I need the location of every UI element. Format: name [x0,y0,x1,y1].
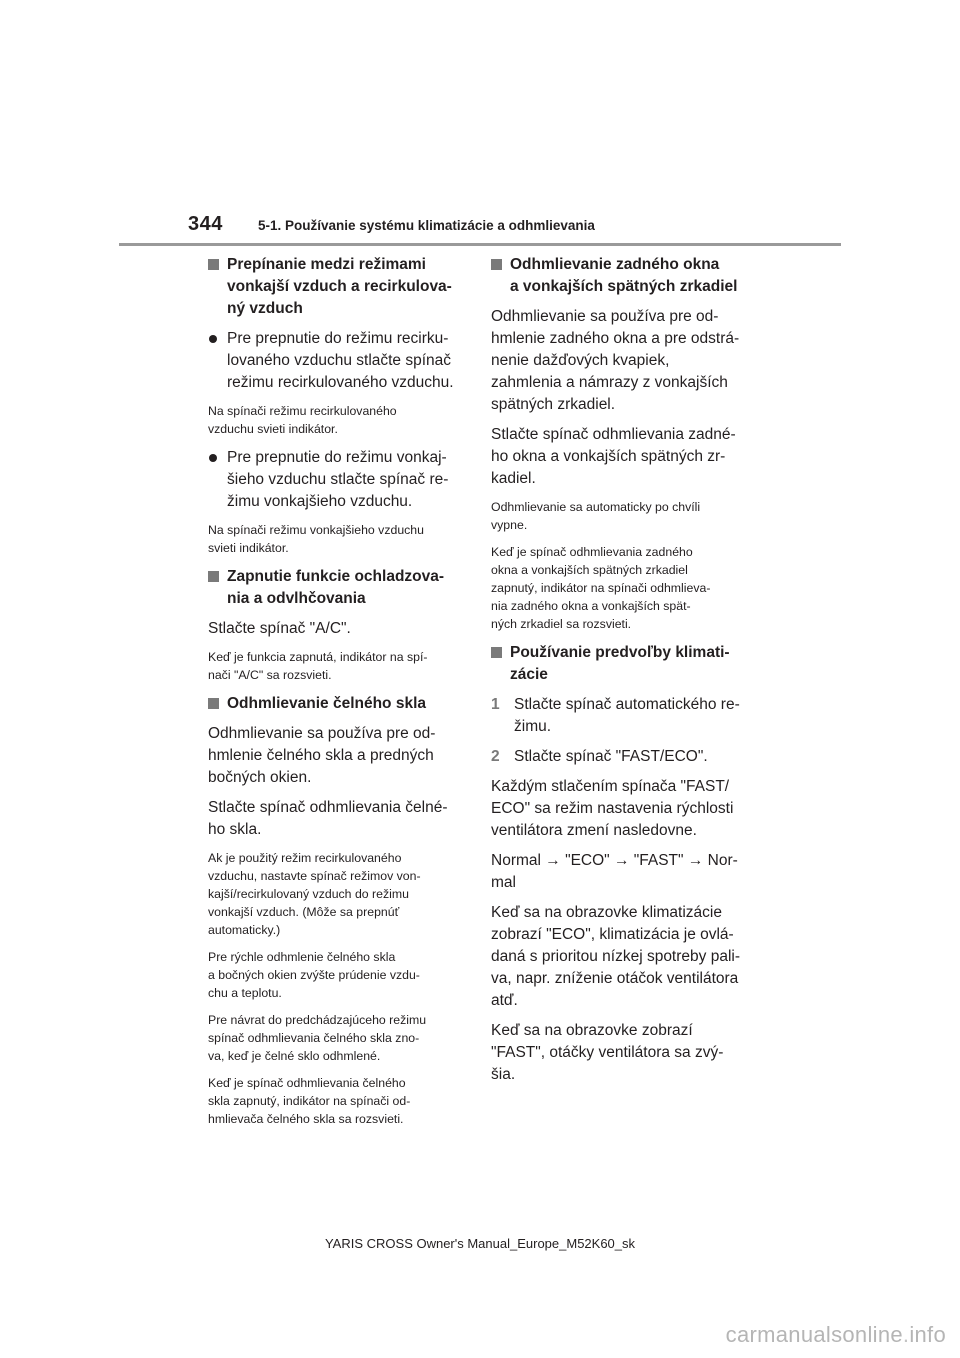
watermark-dot: . [902,1322,910,1347]
paragraph: Stlačte spínač odhmlievania zadné- ho okna a vonkajších spätných zr- kadiel. [491,426,736,487]
paragraph: Odhmlievanie sa používa pre od- hmlenie čelného skla a predných bočných okien. [208,725,436,786]
bullet-dot-icon [209,454,217,462]
heading-cooling [208,566,470,610]
note-text: Na spínači režimu vonkajšieho vzduchu svieti indikátor. [208,523,424,555]
page-number: 344 [188,213,223,235]
watermark-suffix: info [909,1322,946,1347]
square-marker-icon [208,259,219,270]
paragraph: Normal → "ECO" → "FAST" → Nor- mal [491,852,738,891]
step-text: Stlačte spínač "FAST/ECO". [514,748,708,765]
step-number: 2 [491,748,500,765]
bullet-text: Pre prepnutie do režimu recirku- lovaného vzduchu stlačte spínač režimu recirkulovaného vzduchu. [227,330,454,391]
heading-air-mode [208,254,470,320]
bullet-item [208,328,470,394]
square-marker-icon [491,647,502,658]
square-marker-icon [491,259,502,270]
paragraph: Keď sa na obrazovke zobrazí "FAST", otáčky ventilátora sa zvý- šia. [491,1022,724,1083]
heading-windshield-defog [208,693,470,715]
bullet-item [208,447,470,513]
paragraph: Stlačte spínač "A/C". [208,620,351,637]
note-text: Keď je spínač odhmlievania zadného okna a vonkajších spätných zrkadiel zapnutý, indikátor na spínači odhmlieva- nia zadného okna a vonkajších spät- ných zrkadiel sa rozsvieti. [491,545,711,631]
heading-text: Odhmlievanie čelného skla [227,695,426,712]
heading-text: Zapnutie funkcie ochladzova- nia a odvlhčovania [227,568,445,607]
paragraph: Odhmlievanie sa používa pre od- hmlenie zadného okna a pre odstrá- nenie dažďových kvapiek, zahmlenia a námrazy z vonkajších spätných zrkadiel. [491,308,740,413]
step-text: Stlačte spínač automatického re- žimu. [514,696,740,735]
step-item [491,694,753,738]
footer-manual-title: YARIS CROSS Owner's Manual_Europe_M52K60_sk [324,1236,636,1251]
note-text: Na spínači režimu recirkulovaného vzduchu svieti indikátor. [208,404,397,436]
note-text: Keď je funkcia zapnutá, indikátor na spí- nači "A/C" sa rozsvieti. [208,650,428,682]
note-text: Odhmlievanie sa automaticky po chvíli vypne. [491,500,701,532]
watermark-logo [726,1322,946,1348]
heading-text: Odhmlievanie zadného okna a vonkajších spätných zrkadiel [510,256,738,295]
heading-rear-defog [491,254,753,298]
step-item [491,746,753,768]
section-title: 5-1. Používanie systému klimatizácie a odhmlievania [258,218,595,233]
heading-climate-preset [491,642,753,686]
right-column [491,254,753,1094]
heading-text: Prepínanie medzi režimami vonkajší vzduch a recirkulova- ný vzduch [227,256,452,317]
square-marker-icon [208,698,219,709]
paragraph: Keď sa na obrazovke klimatizácie zobrazí "ECO", klimatizácia je ovlá- daná s prioritou nízkej spotreby pali- va, napr. zníženie otáčok ventilátora atď. [491,904,740,1009]
square-marker-icon [208,571,219,582]
note-text: Keď je spínač odhmlievania čelného skla zapnutý, indikátor na spínači od- hmlievača čelného skla sa rozsvieti. [208,1076,411,1126]
step-number: 1 [491,696,500,713]
note-text: Ak je použitý režim recirkulovaného vzduchu, nastavte spínač režimov von- kajší/recirkulovaný vzduch do režimu vonkajší vzduch. (Môže sa prepnúť automaticky.) [208,851,421,937]
watermark-prefix: carmanualsonline [725,1322,903,1347]
left-column [208,254,470,1137]
bullet-dot-icon [209,335,217,343]
paragraph: Každým stlačením spínača "FAST/ ECO" sa režim nastavenia rýchlosti ventilátora zmení nasledovne. [491,778,734,839]
note-text: Pre rýchle odhmlenie čelného skla a bočných okien zvýšte prúdenie vzdu- chu a teplotu. [208,950,420,1000]
header-rule [119,243,841,246]
bullet-text: Pre prepnutie do režimu vonkaj- šieho vzduchu stlačte spínač re- žimu vonkajšieho vzduchu. [227,449,449,510]
paragraph: Stlačte spínač odhmlievania čelné- ho skla. [208,799,448,838]
note-text: Pre návrat do predchádzajúceho režimu spínač odhmlievania čelného skla zno- va, keď je čelné sklo odhmlené. [208,1013,427,1063]
heading-text: Používanie predvoľby klimati- zácie [510,644,730,683]
